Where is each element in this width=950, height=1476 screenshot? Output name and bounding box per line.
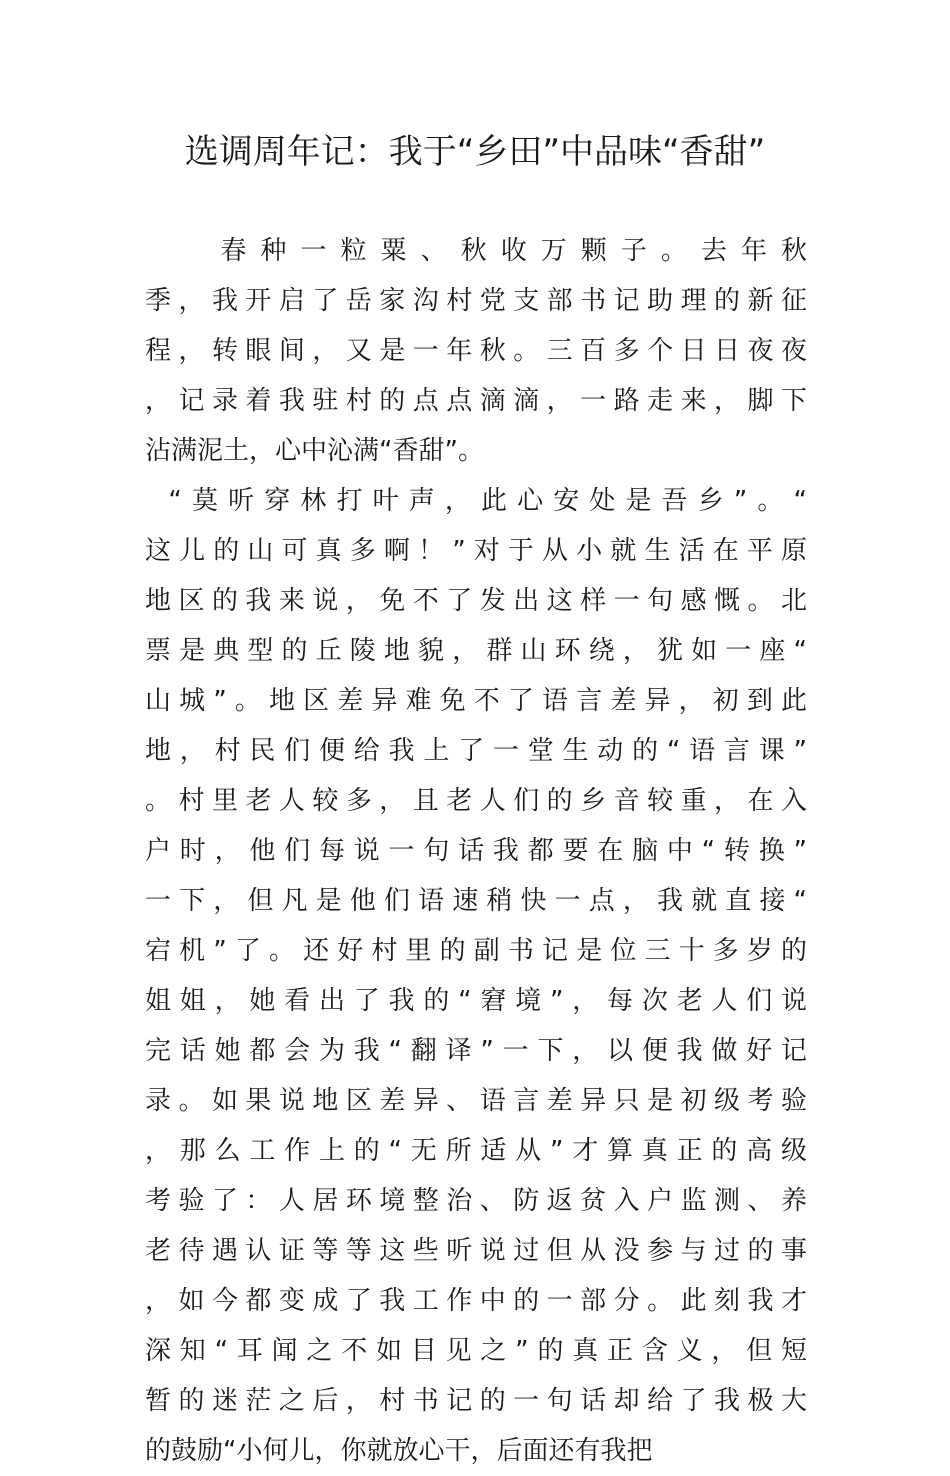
- text-line: 票是典型的丘陵地貌，群山环绕，犹如一座“: [145, 636, 807, 666]
- text-line: 考验了：人居环境整治、防返贫入户监测、养: [145, 1186, 807, 1216]
- document-title: 选调周年记：我于“乡田”中品味“香甜”: [184, 132, 766, 172]
- text-line: 春种一粒粟、秋收万颗子。去年秋: [220, 236, 807, 266]
- text-line: 一下，但凡是他们语速稍快一点，我就直接“: [145, 886, 807, 916]
- text-line: 的鼓励“小何儿，你就放心干，后面还有我把: [145, 1436, 653, 1466]
- text-line: 户时，他们每说一句话我都要在脑中“转换”: [145, 836, 807, 866]
- text-line: 山城”。地区差异难免不了语言差异，初到此: [145, 686, 807, 716]
- text-line: 老待遇认证等等这些听说过但从没参与过的事: [145, 1236, 807, 1266]
- text-line: 宕机”了。还好村里的副书记是位三十多岁的: [145, 936, 807, 966]
- text-line: 深知“耳闻之不如目见之”的真正含义，但短: [145, 1336, 807, 1366]
- text-line: 完话她都会为我“翻译”一下，以便我做好记: [145, 1036, 807, 1066]
- text-line: ，如今都变成了我工作中的一部分。此刻我才: [145, 1286, 807, 1316]
- text-line: 这儿的山可真多啊！”对于从小就生活在平原: [145, 536, 807, 566]
- text-line: 地区的我来说，免不了发出这样一句感慨。北: [145, 586, 807, 616]
- text-line: 地，村民们便给我上了一堂生动的“语言课”: [145, 736, 807, 766]
- text-line: 姐姐，她看出了我的“窘境”，每次老人们说: [145, 986, 807, 1016]
- text-line: 季，我开启了岳家沟村党支部书记助理的新征: [145, 286, 807, 316]
- text-line: 暂的迷茫之后，村书记的一句话却给了我极大: [145, 1386, 807, 1416]
- text-line: 程，转眼间，又是一年秋。三百多个日日夜夜: [145, 336, 807, 366]
- text-line: ，记录着我驻村的点点滴滴，一路走来，脚下: [145, 386, 807, 416]
- text-line: 录。如果说地区差异、语言差异只是初级考验: [145, 1086, 807, 1116]
- text-line: ，那么工作上的“无所适从”才算真正的高级: [145, 1136, 807, 1166]
- document-body: [145, 226, 807, 1476]
- text-line: 。村里老人较多，且老人们的乡音较重，在入: [145, 786, 807, 816]
- text-line: “莫听穿林打叶声，此心安处是吾乡”。“: [168, 486, 807, 516]
- text-line: 沾满泥土，心中沁满“香甜”。: [145, 436, 484, 466]
